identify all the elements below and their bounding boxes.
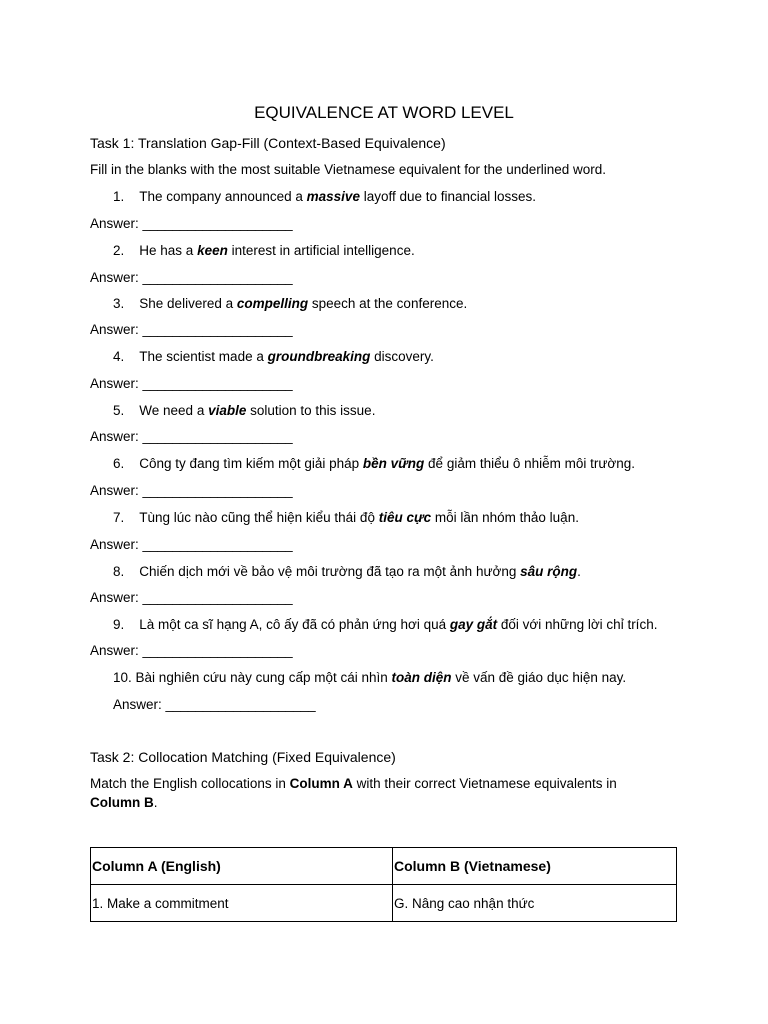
item-number: 4. bbox=[113, 349, 125, 364]
item-text-pre: The company announced a bbox=[139, 189, 307, 204]
answer-field[interactable]: Answer: ____________________ bbox=[90, 643, 293, 658]
instruction-text: . bbox=[153, 795, 158, 810]
item-number: 7. bbox=[113, 510, 125, 525]
list-item bbox=[113, 189, 536, 204]
item-text-post: mỗi lần nhóm thảo luận. bbox=[431, 510, 579, 525]
keyword: tiêu cực bbox=[378, 510, 432, 525]
item-text-pre: We need a bbox=[139, 403, 209, 418]
table-row bbox=[91, 885, 677, 922]
item-number: 9. bbox=[113, 617, 125, 632]
list-item bbox=[113, 564, 581, 579]
list-item bbox=[113, 617, 657, 632]
answer-field[interactable]: Answer: ____________________ bbox=[90, 376, 293, 391]
item-text-post: discovery. bbox=[370, 349, 434, 364]
item-text-pre: Công ty đang tìm kiếm một giải pháp bbox=[139, 456, 363, 471]
column-a-cell: 1. Make a commitment bbox=[91, 885, 393, 922]
keyword: compelling bbox=[236, 296, 309, 311]
list-item bbox=[113, 670, 626, 685]
item-text-pre: Tùng lúc nào cũng thể hiện kiểu thái độ bbox=[139, 510, 379, 525]
item-number: 1. bbox=[113, 189, 125, 204]
task2-instruction-cont bbox=[90, 795, 158, 810]
answer-field[interactable]: Answer: ____________________ bbox=[90, 322, 293, 337]
column-a-header: Column A (English) bbox=[91, 848, 393, 885]
list-item bbox=[113, 510, 579, 525]
matching-table bbox=[90, 847, 677, 922]
item-text-pre: She delivered a bbox=[139, 296, 237, 311]
task2-instruction bbox=[90, 776, 617, 791]
task1-heading: Task 1: Translation Gap-Fill (Context-Based Equivalence) bbox=[90, 135, 446, 151]
list-item bbox=[113, 349, 434, 364]
keyword: toàn diện bbox=[391, 670, 452, 685]
list-item bbox=[113, 403, 375, 418]
keyword: gay gắt bbox=[449, 617, 498, 632]
column-b-ref: Column B bbox=[90, 795, 154, 810]
item-text-post: về vấn đề giáo dục hiện nay. bbox=[451, 670, 627, 685]
item-text-post: interest in artificial intelligence. bbox=[227, 243, 415, 258]
instruction-text: Match the English collocations in bbox=[90, 776, 290, 791]
item-text-post: layoff due to financial losses. bbox=[359, 189, 537, 204]
item-text-pre: Chiến dịch mới về bảo vệ môi trường đã tạo ra một ảnh hưởng bbox=[139, 564, 521, 579]
item-number: 8. bbox=[113, 564, 125, 579]
task1-instruction: Fill in the blanks with the most suitable Vietnamese equivalent for the underlined word. bbox=[90, 162, 607, 177]
keyword: massive bbox=[306, 189, 360, 204]
item-number: 3. bbox=[113, 296, 125, 311]
keyword: viable bbox=[208, 403, 247, 418]
item-text-pre: Bài nghiên cứu này cung cấp một cái nhìn bbox=[135, 670, 392, 685]
list-item bbox=[113, 243, 415, 258]
item-number: 2. bbox=[113, 243, 125, 258]
item-text-post: để giảm thiểu ô nhiễm môi trường. bbox=[424, 456, 636, 471]
task2-heading: Task 2: Collocation Matching (Fixed Equivalence) bbox=[90, 749, 396, 765]
item-number: 6. bbox=[113, 456, 125, 471]
item-text-pre: The scientist made a bbox=[139, 349, 268, 364]
answer-field[interactable]: Answer: ____________________ bbox=[113, 697, 316, 712]
item-text-pre: Là một ca sĩ hạng A, cô ấy đã có phản ứng hơi quá bbox=[139, 617, 450, 632]
answer-field[interactable]: Answer: ____________________ bbox=[90, 216, 293, 231]
keyword: keen bbox=[197, 243, 228, 258]
keyword: sâu rộng bbox=[520, 564, 578, 579]
page-title: EQUIVALENCE AT WORD LEVEL bbox=[254, 103, 514, 122]
item-text-post: speech at the conference. bbox=[308, 296, 468, 311]
item-text-post: . bbox=[577, 564, 581, 579]
list-item bbox=[113, 456, 635, 471]
instruction-text: with their correct Vietnamese equivalents in bbox=[352, 776, 617, 791]
item-text-post: đối với những lời chỉ trích. bbox=[497, 617, 658, 632]
keyword: bền vững bbox=[362, 456, 425, 471]
answer-field[interactable]: Answer: ____________________ bbox=[90, 537, 293, 552]
column-b-cell: G. Nâng cao nhận thức bbox=[393, 885, 677, 922]
answer-field[interactable]: Answer: ____________________ bbox=[90, 590, 293, 605]
item-text-pre: He has a bbox=[139, 243, 198, 258]
item-number: 5. bbox=[113, 403, 125, 418]
column-b-header: Column B (Vietnamese) bbox=[393, 848, 677, 885]
list-item bbox=[113, 296, 467, 311]
item-number: 10. bbox=[113, 670, 132, 685]
keyword: groundbreaking bbox=[267, 349, 371, 364]
answer-field[interactable]: Answer: ____________________ bbox=[90, 270, 293, 285]
column-a-ref: Column A bbox=[289, 776, 353, 791]
item-text-post: solution to this issue. bbox=[246, 403, 376, 418]
table-header-row bbox=[91, 848, 677, 885]
answer-field[interactable]: Answer: ____________________ bbox=[90, 429, 293, 444]
answer-field[interactable]: Answer: ____________________ bbox=[90, 483, 293, 498]
